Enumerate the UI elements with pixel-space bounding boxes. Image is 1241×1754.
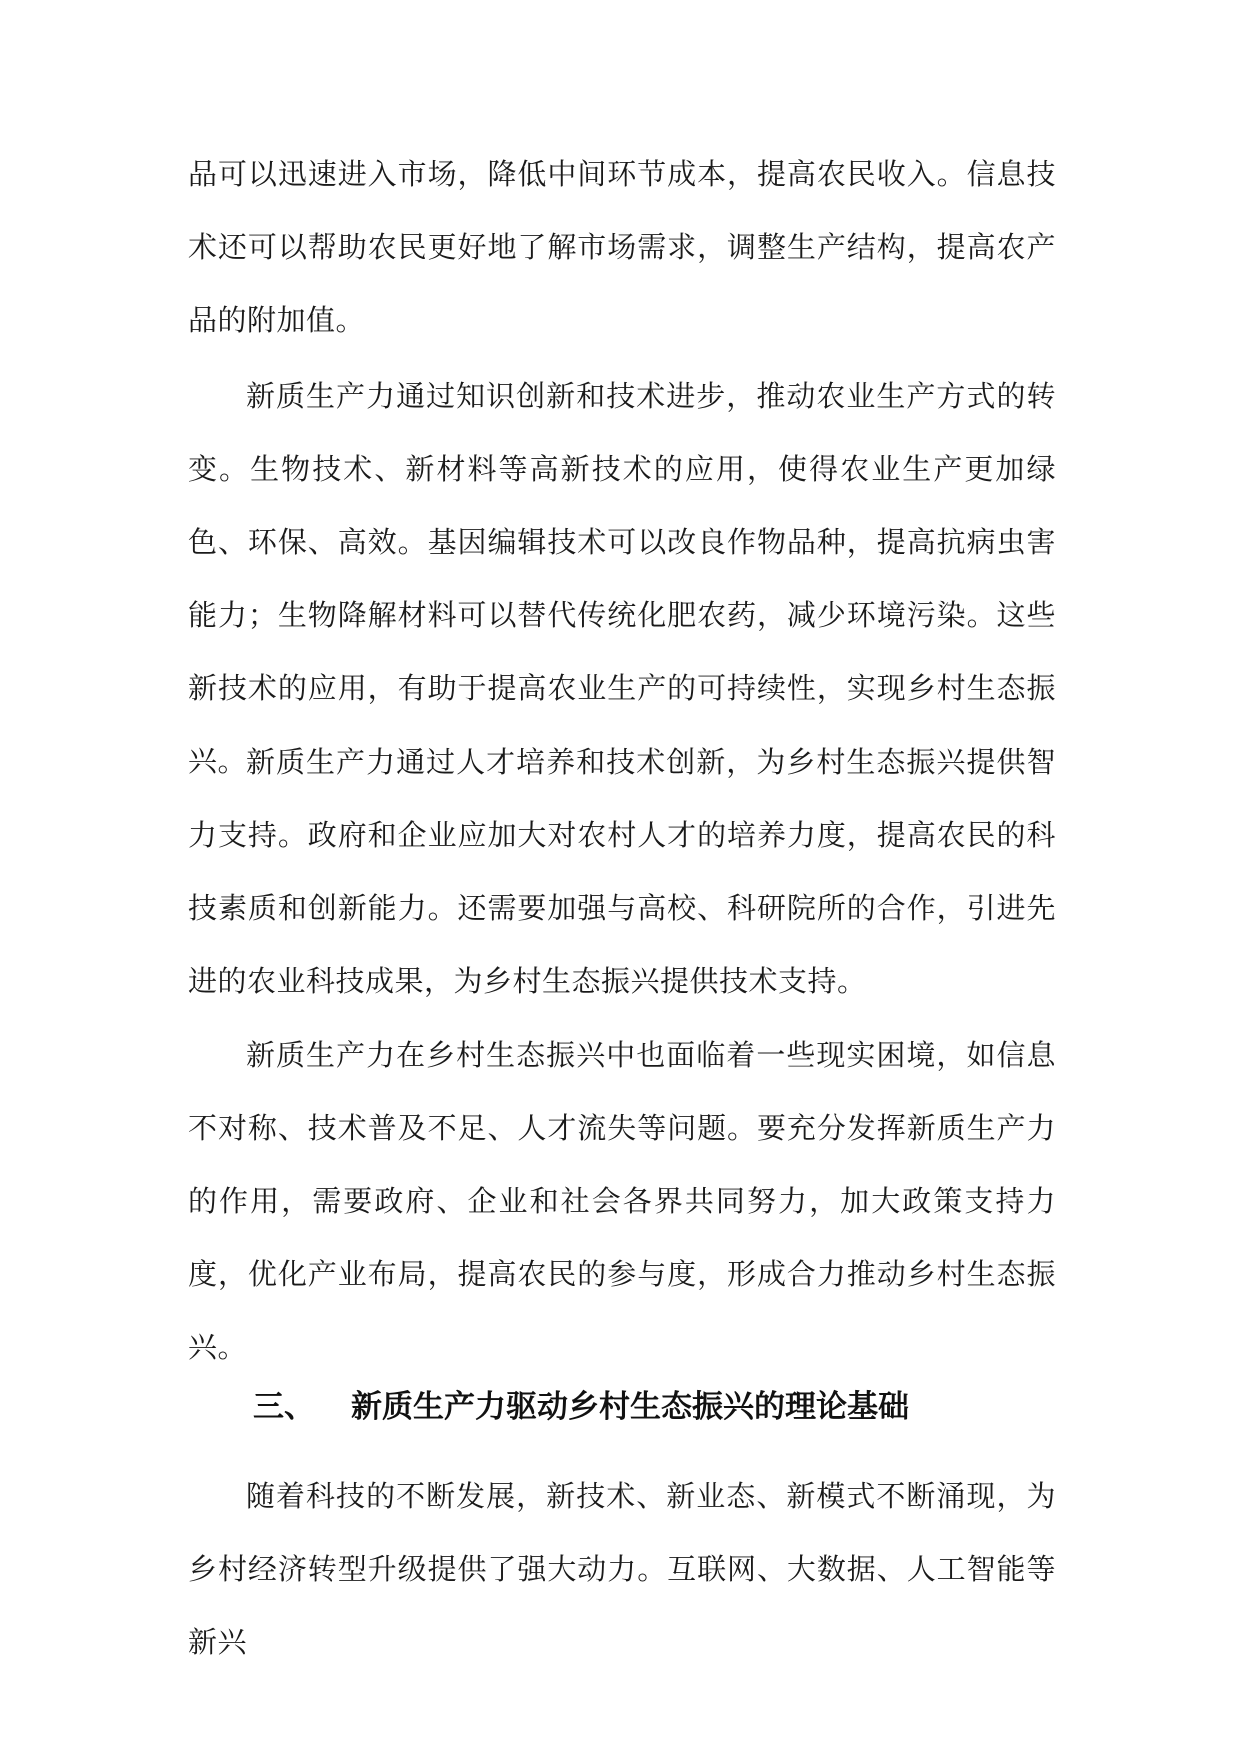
paragraph-text: 新质生产力通过知识创新和技术进步，推动农业生产方式的转变。生物技术、新材料等高新技术的应用，使得农业生产更加绿色、环保、高效。基因编辑技术可以改良作物品种，提高抗病虫害能力；生物降解材料可以替代传统化肥农药，减少环境污染。这些新技术的应用，有助于提高农业生产的可持续性，实现乡村生态振兴。 (188, 379, 1056, 778)
paragraph-continued (188, 138, 1056, 357)
paragraph (188, 1460, 1056, 1679)
paragraph-text: 品可以迅速进入市场，降低中间环节成本，提高农民收入。信息技术还可以帮助农民更好地了解市场需求，调整生产结构，提高农产品的附加值。 (188, 157, 1056, 337)
paragraph (188, 1019, 1056, 1384)
paragraph-text: 随着科技的不断发展，新技术、新业态、新模式不断涌现，为乡村经济转型升级提供了强大动力。互联网、大数据、人工智能等新兴 (188, 1479, 1056, 1659)
section-heading (253, 1372, 909, 1442)
section-number: 三、 (253, 1389, 315, 1425)
paragraph-text: 新质生产力在乡村生态振兴中也面临着一些现实困境，如信息不对称、技术普及不足、人才流失等问题。要充分发挥新质生产力的作用，需要政府、企业和社会各界共同努力，加大政策支持力度，优化产业布局，提高农民的参与度，形成合力推动乡村生态振兴。 (188, 1038, 1056, 1364)
paragraph-text: 新质生产力通过人才培养和技术创新，为乡村生态振兴提供智力支持。政府和企业应加大对农村人才的培养力度，提高农民的科技素质和创新能力。还需要加强与高校、科研院所的合作，引进先进的农业科技成果，为乡村生态振兴提供技术支持。 (188, 745, 1056, 998)
paragraph (188, 726, 1056, 1018)
section-title: 新质生产力驱动乡村生态振兴的理论基础 (351, 1389, 909, 1425)
